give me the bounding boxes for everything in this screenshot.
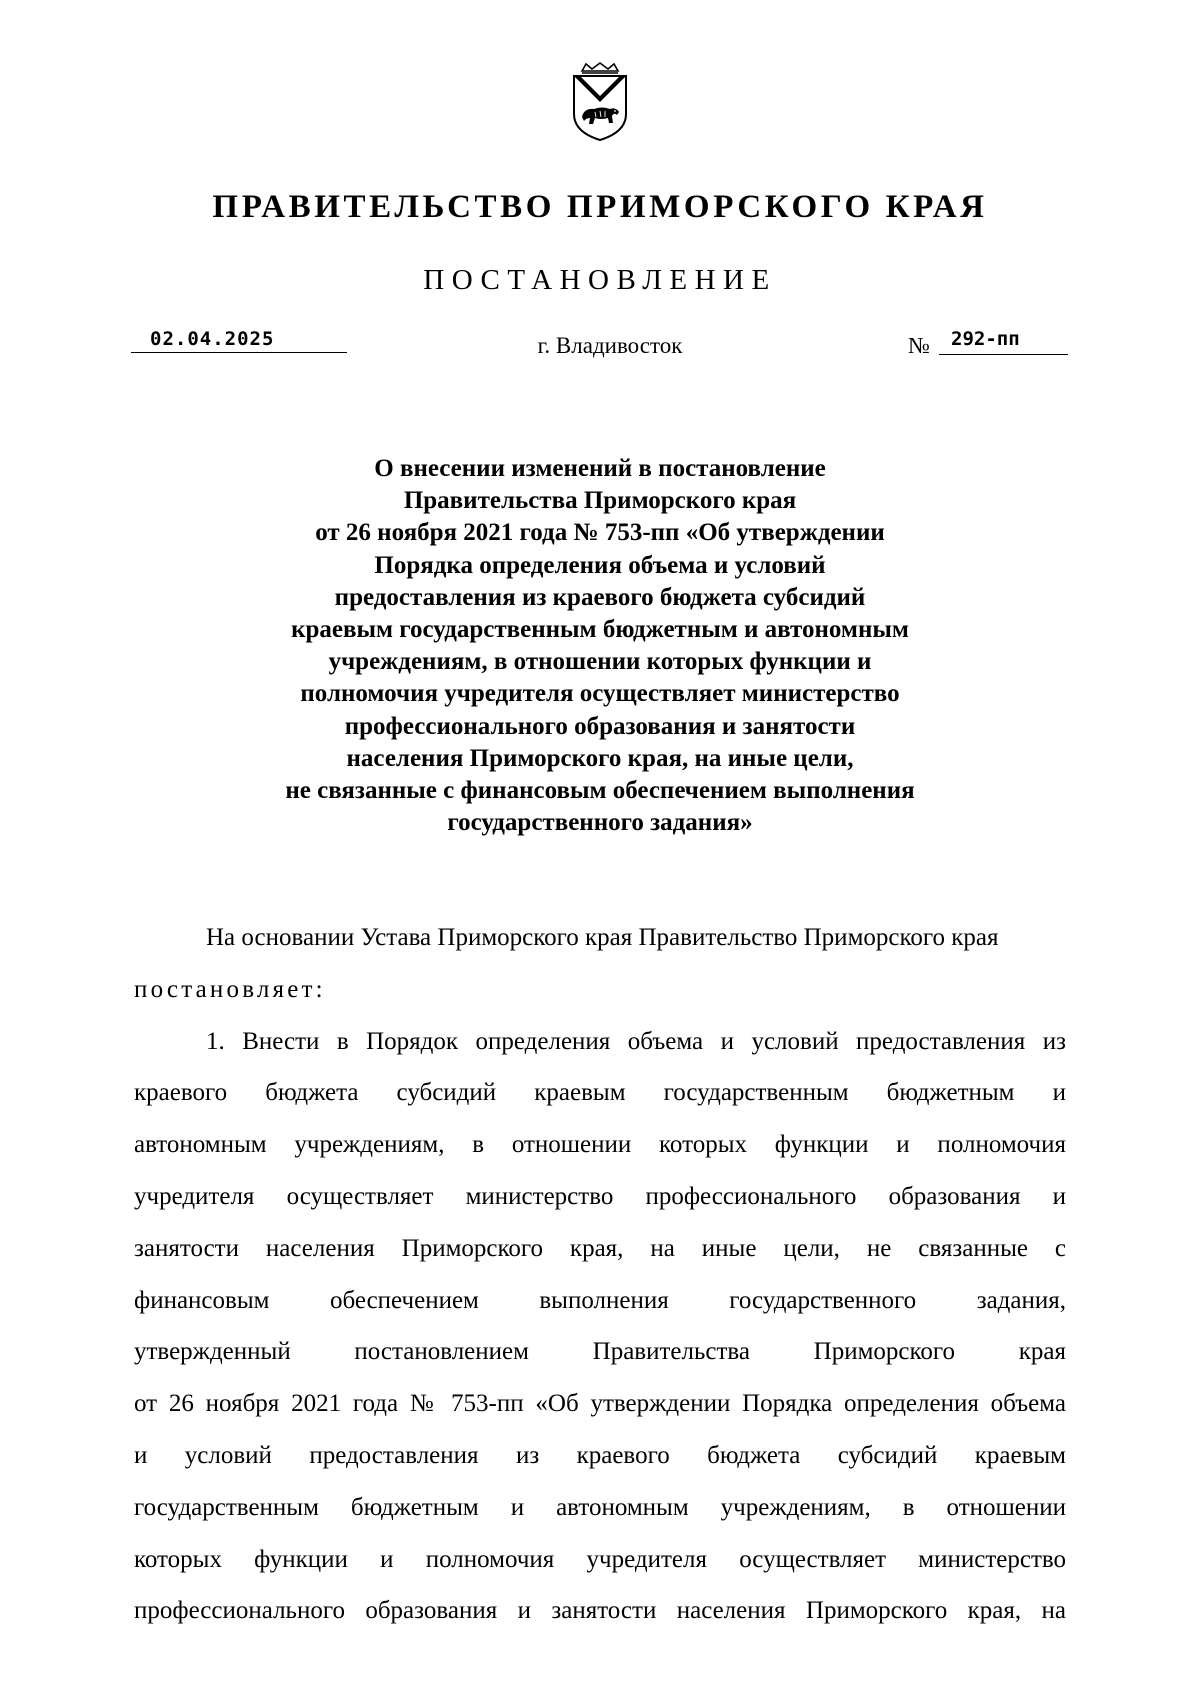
subject-line: профессионального образования и занятости	[344, 712, 856, 740]
subject-line: полномочия учредителя осуществляет министерство	[300, 680, 900, 708]
paragraph-line: автономным учреждениям, в отношении которых функции и полномочия	[134, 1131, 1066, 1159]
subject-line: государственного задания»	[447, 809, 753, 837]
subject-line: краевым государственным бюджетным и автономным	[291, 616, 909, 644]
paragraph-line: учредителя осуществляет министерство профессионального образования и	[134, 1182, 1066, 1210]
paragraph-line: 1. Внести в Порядок определения объема и условий предоставления из	[206, 1027, 1066, 1055]
paragraph-line: занятости населения Приморского края, на иные цели, не связанные с	[134, 1234, 1066, 1262]
subject-line: учреждениям, в отношении которых функции и	[328, 648, 872, 676]
document-type: ПОСТАНОВЛЕНИЕ	[423, 264, 777, 296]
subject-line: О внесении изменений в постановление	[374, 455, 826, 482]
subject-line: Порядка определения объема и условий	[374, 551, 826, 579]
subject-line: предоставления из краевого бюджета субсидий	[334, 583, 866, 611]
government-title: ПРАВИТЕЛЬСТВО ПРИМОРСКОГО КРАЯ	[212, 189, 988, 225]
paragraph-line: и условий предоставления из краевого бюджета субсидий краевым	[134, 1441, 1066, 1469]
paragraph-line: утвержденный постановлением Правительства Приморского края	[134, 1338, 1066, 1366]
paragraph-line: профессионального образования и занятости населения Приморского края, на	[134, 1597, 1066, 1625]
coat-of-arms-emblem	[568, 62, 632, 142]
paragraph-line: финансовым обеспечением выполнения государственного задания,	[134, 1286, 1066, 1314]
document-number-field	[908, 327, 1068, 357]
document-number: 292-пп	[939, 327, 1068, 355]
document-subject	[150, 453, 1050, 839]
number-sign: №	[908, 333, 930, 358]
decree-word: постановляет:	[134, 975, 326, 1003]
subject-line: не связанные с финансовым обеспечением выполнения	[285, 777, 915, 805]
document-city: г. Владивосток	[537, 333, 683, 358]
subject-line: населения Приморского края, на иные цели,	[346, 744, 854, 772]
paragraph-line: краевого бюджета субсидий краевым государственным бюджетным и	[134, 1079, 1066, 1107]
subject-line: от 26 ноября 2021 года № 753-пп «Об утверждении	[315, 519, 885, 547]
paragraph-line: которых функции и полномочия учредителя осуществляет министерство	[134, 1545, 1066, 1573]
preamble-text: На основании Устава Приморского края Правительство Приморского края	[206, 924, 999, 951]
document-body	[134, 912, 1066, 1637]
document-date: 02.04.2025	[131, 327, 347, 353]
subject-line: Правительства Приморского края	[403, 487, 797, 515]
paragraph-line: от 26 ноября 2021 года № 753-пп «Об утверждении Порядка определения объема	[134, 1390, 1066, 1418]
paragraph-line: государственным бюджетным и автономным учреждениям, в отношении	[134, 1493, 1066, 1521]
